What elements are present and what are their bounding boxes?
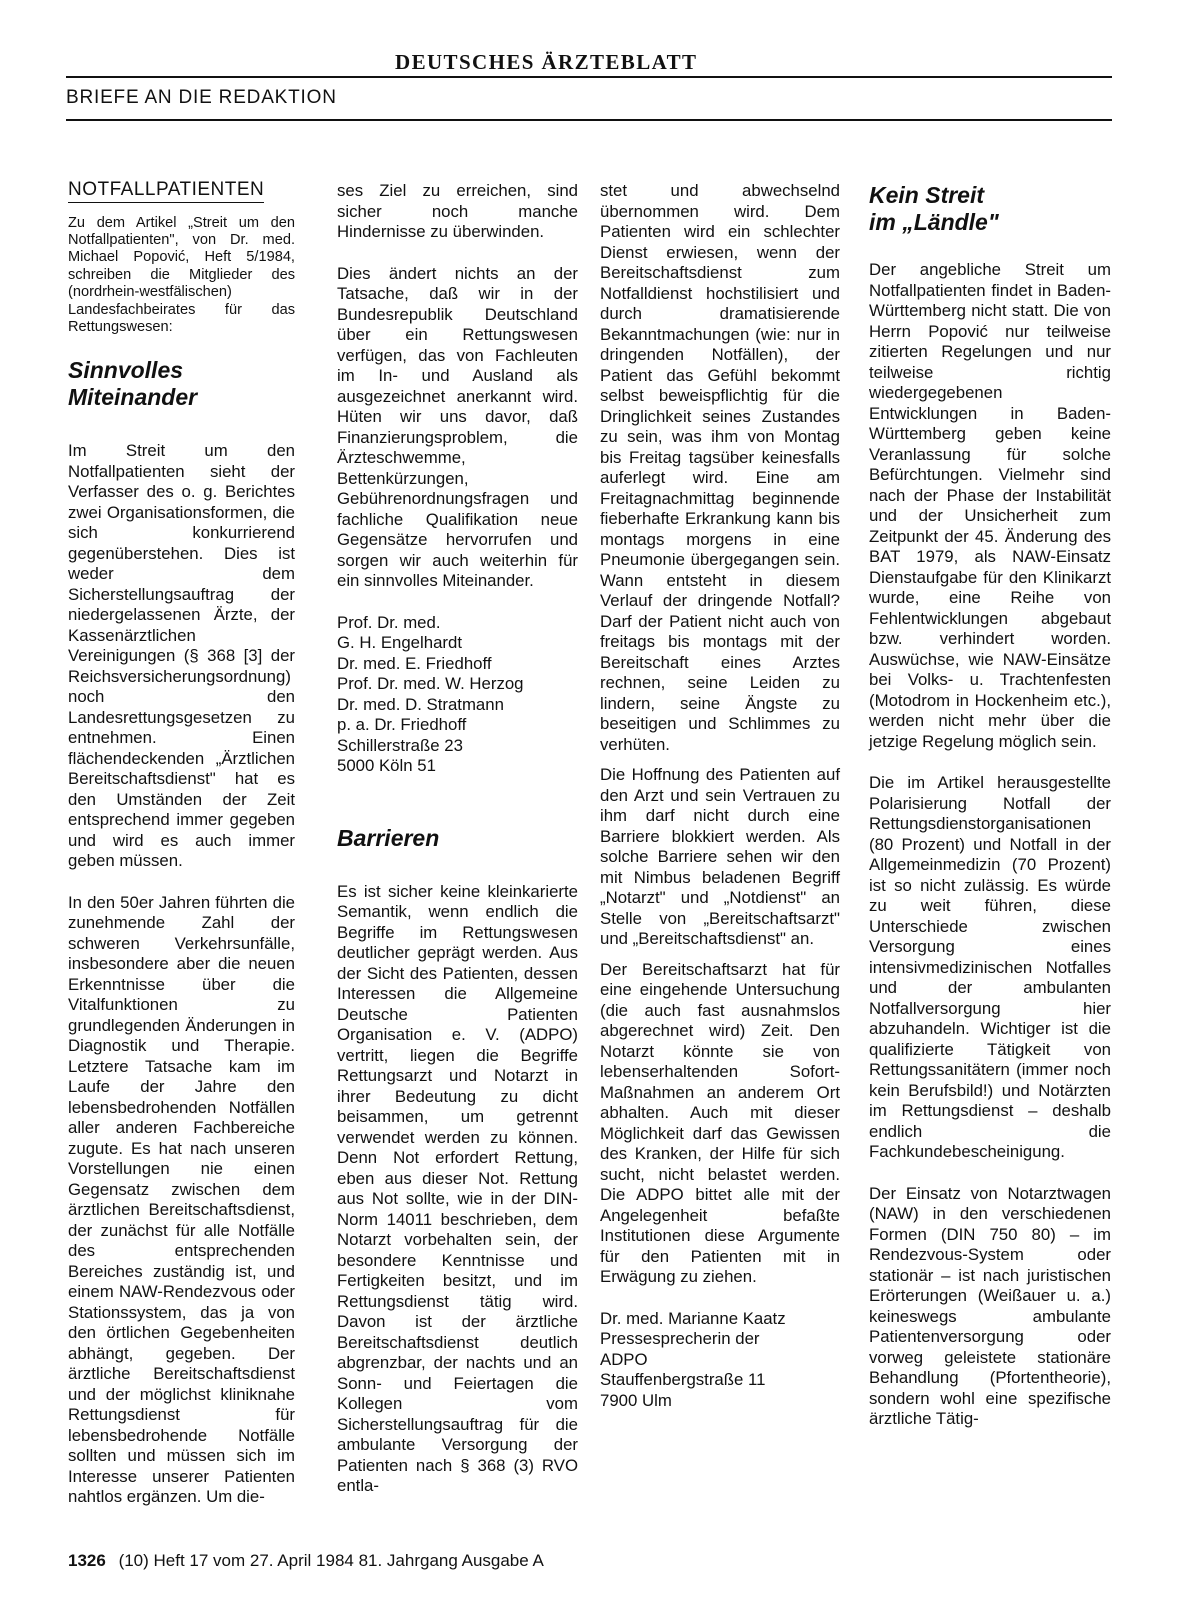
signature-line: Prof. Dr. med. — [337, 612, 441, 632]
article-intro: Zu dem Artikel „Streit um den Notfallpatienten", von Dr. med. Michael Popović, Heft 5/1984, schreiben die Mitglieder des (nordrhein-westfälischen) Landesfachbeirates für das Rettungswesen: — [68, 214, 295, 335]
signature-line: ADPO — [600, 1349, 648, 1369]
topic-heading: NOTFALLPATIENTEN — [68, 180, 264, 203]
signature-line: Dr. med. D. Stratmann — [337, 694, 504, 714]
paragraph: Dies ändert nichts an der Tatsache, daß wir in der Bundesrepublik Deutschland über ein Rettungswesen verfügen, das von Fachleuten im In- und Ausland als ausgezeichnet anerkannt wird. Hüten wir uns davor, daß Finanzierungsproblem, die Ärzteschwemme, Bettenkürzungen, Gebührenordnungsfragen und fachliche Qualifikation neue Gegensätze hervorrufen und sorgen wir auch weiterhin für ein sinnvolles Miteinander. — [337, 263, 578, 590]
signature-line: Dr. med. Marianne Kaatz — [600, 1308, 786, 1328]
journal-title: DEUTSCHES ÄRZTEBLATT — [395, 50, 698, 74]
letter-headline-sinnvolles: Sinnvolles Miteinander — [68, 357, 198, 411]
signature-line: Dr. med. E. Friedhoff — [337, 653, 492, 673]
issue-info: (10) Heft 17 vom 27. April 1984 81. Jahrgang Ausgabe A — [118, 1551, 544, 1570]
signature-line: Prof. Dr. med. W. Herzog — [337, 674, 524, 693]
column-1 — [68, 180, 295, 1529]
paragraph: Der Bereitschaftsarzt hat für eine eingehende Untersuchung (die auch fast ausnahmslos abgerechnet wird) Zeit. Den Notarzt könnte sie von lebenserhaltenden Sofort-Maßnahmen an anderem Ort abhalten. Auch mit dieser Möglichkeit darf das Gewissen des Kranken, der Hilfe für sich sucht, nicht belastet werden. Die ADPO bittet alle mit der Angelegenheit befaßte Institutionen diese Argumente für den Patienten mit in Erwägung zu ziehen. — [600, 959, 840, 1286]
column-4 — [869, 182, 1111, 1451]
section-rule — [66, 119, 1112, 121]
letter-headline-kein-streit — [869, 182, 1111, 236]
masthead-rule — [66, 76, 1112, 78]
paragraph: stet und abwechselnd übernommen wird. Dem Patienten wird ein schlechter Dienst erwiesen, wenn der Bereitschaftsdienst zum Notfalldienst hochstilisiert und durch dramatisierende Bekanntmachungen (wie: nur in dringenden Notfällen), der Patient das Gefühl bekommt selbst beweispflichtig für die Dringlichkeit seines Zustandes zu sein, was ihm von Montag bis Freitag tagsüber keinesfalls auferlegt wird. Eine am Freitagnachmittag beginnende fieberhafte Erkrankung kann bis montags morgens in eine Pneumonie übergegangen sein. Wann entsteht in diesem Verlauf der dringende Notfall? Darf der Patient nicht auch von freitags bis montags mit der Bereitschaft eines Arztes rechnen, seine Leiden zu lindern, seine Ängste zu beseitigen und Schlimmes zu verhüten. — [600, 181, 840, 754]
paragraph: Die Hoffnung des Patienten auf den Arzt und sein Vertrauen zu ihm darf nicht durch eine Barriere blokkiert werden. Als solche Barriere sehen wir den mit Nimbus beladenen Begriff „Notarzt" und „Notdienst" an Stelle von „Bereitschaftsarzt" und „Bereitschaftsdienst" an. — [600, 765, 840, 948]
paragraph: Der Einsatz von Notarztwagen (NAW) in den verschiedenen Formen (DIN 750 80) – im Rendezvous-System oder stationär – ist nach juristischen Erörterungen (Weißauer u. a.) keineswegs ambulante Patientenversorgung oder vorweg geleistete stationäre Behandlung (Pfortentheorie), sondern wohl eine spezifische ärztliche Tätig- — [869, 1183, 1111, 1428]
column-2 — [337, 181, 578, 1518]
page-footer — [68, 1551, 544, 1571]
signature-line: p. a. Dr. Friedhoff — [337, 715, 467, 734]
signature-line: Schillerstraße 23 — [337, 735, 463, 755]
signature-line: Pressesprecherin der — [600, 1329, 760, 1348]
paragraph: ses Ziel zu erreichen, sind sicher noch manche Hindernisse zu überwinden. — [337, 181, 578, 241]
paragraph: Es ist sicher keine kleinkarierte Semantik, wenn endlich die Begriffe im Rettungswesen deutlicher geprägt werden. Aus der Sicht des Patienten, dessen Interessen die Allgemeine Deutsche Patienten Organisation e. V. (ADPO) vertritt, liegen die Begriffe Rettungsarzt und Notarzt in ihrer Bedeutung zu dicht beisammen, um getrennt verwendet werden zu können. Denn Not erfordert Rettung, eben aus dieser Not. Rettung aus Not sollte, wie in der DIN-Norm 14011 beschrieben, dem Notarzt vorbehalten sein, der besondere Kenntnisse und Fertigkeiten besitzt, und im Rettungsdienst tätig wird. Davon ist der ärztliche Bereitschaftsdienst deutlich abgrenzbar, der nachts und an Sonn- und Feiertagen die Kollegen vom Sicherstellungsauftrag für die ambulante Versorgung der Patienten nach § 368 (3) RVO entla- — [337, 881, 578, 1495]
section-label: BRIEFE AN DIE REDAKTION — [66, 87, 337, 108]
signature-line: 5000 Köln 51 — [337, 756, 436, 775]
column-3 — [600, 181, 840, 1432]
headline-line: Kein Streit — [869, 182, 985, 208]
paragraph: Die im Artikel herausgestellte Polarisierung Notfall der Rettungsdienstorganisationen (80 Prozent) und Notfall in der Allgemeinmedizin (70 Prozent) ist so nicht zulässig. Es würde zu weit führen, diese Unterschiede zwischen Versorgung eines intensivmedizinischen Notfalles und der ambulanten Notfallversorgung hier abzuhandeln. Wichtiger ist die qualifizierte Tätigkeit von Rettungssanitätern (immer noch kein Berufsbild!) und Notärzten im Rettungsdienst – deshalb endlich die Fachkundebescheinigung. — [869, 773, 1111, 1161]
paragraph: In den 50er Jahren führten die zunehmende Zahl der schweren Verkehrsunfälle, insbesondere aber die neuen Erkenntnisse über die Vitalfunktionen zu grundlegenden Änderungen in Diagnostik und Therapie. Letztere Tatsache kam im Laufe der Jahre den lebensbedrohenden Notfällen aller anderen Fachbereiche zugute. Es hat nach unseren Vorstellungen nie einen Gegensatz zwischen dem ärztlichen Bereitschaftsdienst, der zunächst für alle Notfälle des entsprechenden Bereiches zuständig ist, und einem NAW-Rendezvous oder Stationssystem, das ja von den örtlichen Gegebenheiten abhängt, gegeben. Der ärztliche Bereitschaftsdienst und der möglichst kliniknahe Rettungsdienst für lebensbedrohende Notfälle sollten und müssen sich im Interesse unserer Patienten nahtlos ergänzen. Um die- — [68, 892, 295, 1507]
signature-line: G. H. Engelhardt — [337, 633, 462, 652]
letter-signature — [600, 1309, 840, 1412]
paragraph: Der angebliche Streit um Notfallpatienten findet in Baden-Württemberg nicht statt. Die von Herrn Popović nur teilweise zitierten Regelungen und nur teilweise richtig wiedergegebenen Entwicklungen in Baden-Württemberg geben keine Veranlassung für solche Befürchtungen. Vielmehr sind nach der Phase der Instabilität und der Unsicherheit zum Zeitpunkt der 45. Änderung des BAT 1979, als NAW-Einsatz Dienstaufgabe für den Klinikarzt wurde, eine Reihe von Fehlentwicklungen abgebaut bzw. verhindert worden. Auswüchse, wie NAW-Einsätze bei Volks- u. Trachtenfesten (Motodrom in Hockenheim etc.), werden nicht mehr über die jetzige Regelung möglich sein. — [869, 260, 1111, 751]
headline-line: im „Ländle" — [869, 209, 999, 235]
page-number: 1326 — [68, 1551, 106, 1570]
letter-signature — [337, 613, 578, 777]
letter-headline-barrieren: Barrieren — [337, 824, 440, 851]
paragraph: Im Streit um den Notfallpatienten sieht der Verfasser des o. g. Berichtes zwei Organisationsformen, die sich konkurrierend gegenüberstehen. Dies ist weder dem Sicherstellungsauftrag der niedergelassenen Ärzte, der Kassenärztlichen Vereinigungen (§ 368 [3] der Reichsversicherungsordnung) noch den Landesrettungsgesetzen zu entnehmen. Einen flächendeckenden „Ärztlichen Bereitschaftsdienst" hat es den Umständen der Zeit entsprechend immer gegeben und wird es auch immer geben müssen. — [68, 441, 295, 871]
masthead — [0, 0, 1178, 130]
signature-line: Stauffenbergstraße 11 — [600, 1370, 766, 1389]
signature-line: 7900 Ulm — [600, 1390, 672, 1410]
